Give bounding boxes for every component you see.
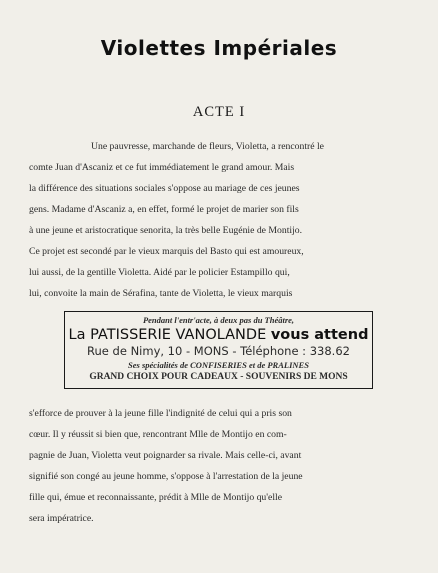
ad-shop-name-suffix: vous attend bbox=[270, 327, 369, 343]
text-line: Ce projet est secondé par le vieux marquis del Basto qui est amoureux, bbox=[29, 246, 304, 257]
text-line: lui, convoite la main de Sérafina, tante de Violetta, le vieux marquis bbox=[29, 288, 293, 299]
text-line: Une pauvresse, marchande de fleurs, Violetta, a rencontré le bbox=[91, 141, 324, 152]
text-line: s'efforce de prouver à la jeune fille l'indignité de celui qui a pris son bbox=[29, 408, 292, 419]
text-line: la différence des situations sociales s'oppose au mariage de ces jeunes bbox=[29, 183, 300, 194]
text-line: cœur. Il y réussit si bien que, rencontrant Mlle de Montijo en com- bbox=[29, 429, 287, 440]
text-line: à une jeune et aristocratique senorita, la très belle Eugénie de Montijo. bbox=[29, 225, 303, 236]
text-line: lui aussi, de la gentille Violetta. Aidé par le policier Estampillo qui, bbox=[29, 267, 290, 278]
page-title: Violettes Impériales bbox=[100, 36, 338, 60]
ad-shop-name bbox=[65, 326, 372, 344]
ad-tagline: Pendant l'entr'acte, à deux pas du Théâtre, bbox=[142, 315, 295, 325]
act-heading: ACTE I bbox=[192, 104, 246, 120]
ad-shop-name-prefix: La PATISSERIE VANOLANDE bbox=[68, 327, 267, 343]
text-line: signifié son congé au jeune homme, s'oppose à l'arrestation de la jeune bbox=[29, 471, 303, 482]
ad-gifts: GRAND CHOIX POUR CADEAUX - SOUVENIRS DE MONS bbox=[89, 372, 348, 382]
text-line: gens. Madame d'Ascaniz a, en effet, formé le projet de marier son fils bbox=[29, 204, 299, 215]
text-line: pagnie de Juan, Violetta veut poignarder sa rivale. Mais celle-ci, avant bbox=[29, 450, 302, 461]
ad-address: Rue de Nimy, 10 - MONS - Téléphone : 338.62 bbox=[87, 344, 350, 358]
text-line: fille qui, émue et reconnaissante, prédit à Mlle de Montijo qu'elle bbox=[29, 492, 283, 503]
ad-specialties: Ses spécialités de CONFISERIES et de PRALINES bbox=[128, 360, 309, 370]
synopsis-paragraph-1 bbox=[29, 136, 403, 304]
synopsis-paragraph-2 bbox=[29, 403, 403, 529]
text-line: comte Juan d'Ascaniz et ce fut immédiatement le grand amour. Mais bbox=[29, 162, 295, 173]
patisserie-advertisement bbox=[64, 311, 373, 389]
text-line: sera impératrice. bbox=[29, 513, 94, 524]
